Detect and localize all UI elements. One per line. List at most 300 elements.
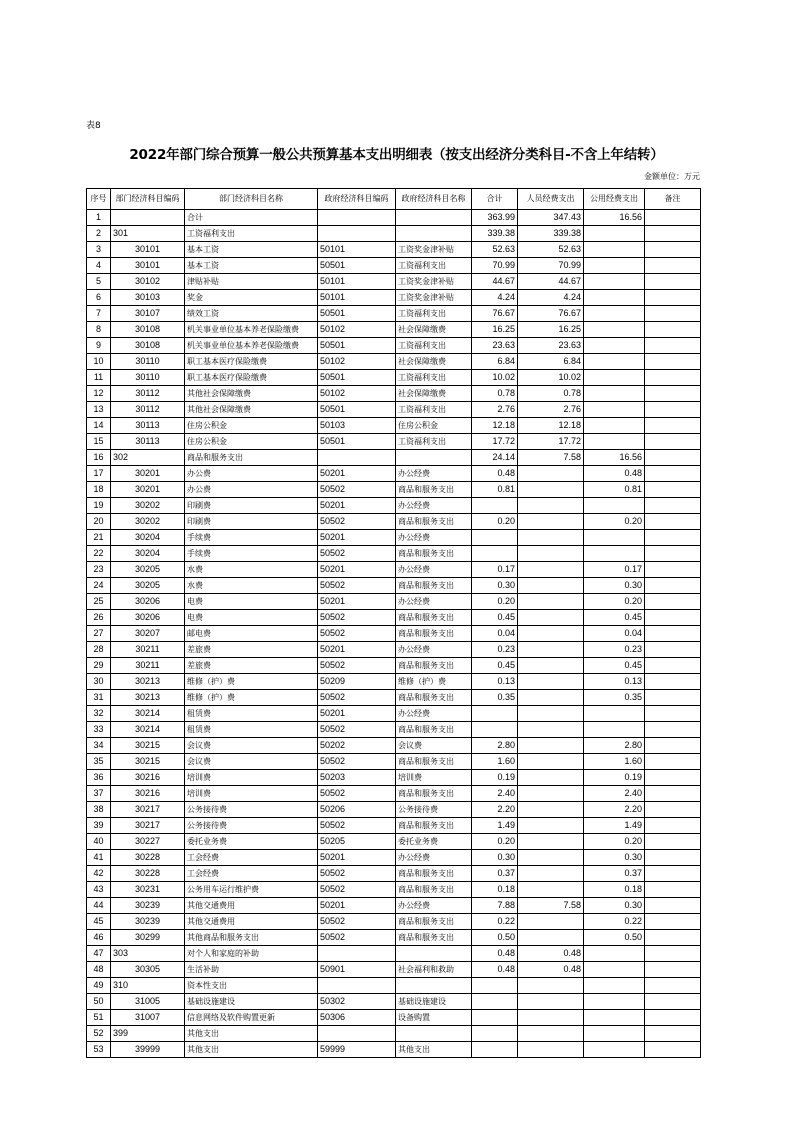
dept-code-cell: 310 <box>111 978 185 994</box>
gov-name-cell: 商品和服务支出 <box>396 658 472 674</box>
dept-name-cell: 其他支出 <box>185 1026 318 1042</box>
total-cell <box>472 498 518 514</box>
public-cell: 0.30 <box>584 850 645 866</box>
gov-code-cell: 50201 <box>318 562 396 578</box>
personnel-cell <box>518 626 584 642</box>
public-cell <box>584 434 645 450</box>
personnel-cell <box>518 706 584 722</box>
header-total: 合计 <box>472 189 518 210</box>
note-cell <box>645 978 701 994</box>
dept-code-cell: 30205 <box>111 562 185 578</box>
gov-name-cell: 办公经费 <box>396 498 472 514</box>
public-cell <box>584 226 645 242</box>
personnel-cell <box>518 690 584 706</box>
row-index: 15 <box>87 434 111 450</box>
note-cell <box>645 946 701 962</box>
gov-code-cell: 50502 <box>318 514 396 530</box>
dept-name-cell: 邮电费 <box>185 626 318 642</box>
dept-code-cell: 30211 <box>111 658 185 674</box>
gov-code-cell: 50102 <box>318 354 396 370</box>
personnel-cell <box>518 1010 584 1026</box>
note-cell <box>645 498 701 514</box>
dept-code-cell: 30101 <box>111 242 185 258</box>
dept-code-cell: 30305 <box>111 962 185 978</box>
public-cell: 0.22 <box>584 914 645 930</box>
dept-name-cell: 租赁费 <box>185 722 318 738</box>
gov-name-cell: 商品和服务支出 <box>396 610 472 626</box>
public-cell <box>584 418 645 434</box>
gov-name-cell <box>396 226 472 242</box>
dept-code-cell: 30239 <box>111 898 185 914</box>
dept-name-cell: 办公费 <box>185 466 318 482</box>
row-index: 13 <box>87 402 111 418</box>
personnel-cell <box>518 530 584 546</box>
public-cell <box>584 530 645 546</box>
dept-code-cell: 303 <box>111 946 185 962</box>
personnel-cell: 7.58 <box>518 898 584 914</box>
dept-name-cell: 商品和服务支出 <box>185 450 318 466</box>
dept-name-cell: 办公费 <box>185 482 318 498</box>
note-cell <box>645 642 701 658</box>
table-row <box>87 850 701 866</box>
note-cell <box>645 578 701 594</box>
gov-code-cell: 50502 <box>318 866 396 882</box>
note-cell <box>645 674 701 690</box>
personnel-cell: 0.78 <box>518 386 584 402</box>
gov-name-cell: 工资奖金津补贴 <box>396 242 472 258</box>
public-cell <box>584 1026 645 1042</box>
public-cell: 0.30 <box>584 578 645 594</box>
total-cell: 24.14 <box>472 450 518 466</box>
gov-name-cell: 社会保障缴费 <box>396 354 472 370</box>
note-cell <box>645 514 701 530</box>
table-row <box>87 482 701 498</box>
public-cell: 0.19 <box>584 770 645 786</box>
note-cell <box>645 690 701 706</box>
gov-name-cell: 商品和服务支出 <box>396 514 472 530</box>
note-cell <box>645 210 701 226</box>
table-row <box>87 658 701 674</box>
gov-name-cell: 办公经费 <box>396 898 472 914</box>
total-cell: 0.30 <box>472 578 518 594</box>
public-cell <box>584 242 645 258</box>
note-cell <box>645 898 701 914</box>
gov-name-cell: 社会保障缴费 <box>396 322 472 338</box>
gov-code-cell <box>318 946 396 962</box>
gov-code-cell: 50501 <box>318 434 396 450</box>
dept-name-cell: 电费 <box>185 610 318 626</box>
dept-code-cell: 30107 <box>111 306 185 322</box>
table-row <box>87 930 701 946</box>
dept-name-cell: 信息网络及软件购置更新 <box>185 1010 318 1026</box>
dept-code-cell: 30213 <box>111 690 185 706</box>
personnel-cell <box>518 674 584 690</box>
header-personnel: 人员经费支出 <box>518 189 584 210</box>
personnel-cell <box>518 770 584 786</box>
dept-name-cell: 其他社会保障缴费 <box>185 386 318 402</box>
dept-name-cell: 维修（护）费 <box>185 690 318 706</box>
gov-name-cell: 社会保障缴费 <box>396 386 472 402</box>
total-cell: 1.49 <box>472 818 518 834</box>
dept-code-cell: 399 <box>111 1026 185 1042</box>
public-cell: 0.37 <box>584 866 645 882</box>
dept-name-cell: 其他支出 <box>185 1042 318 1058</box>
total-cell: 0.45 <box>472 658 518 674</box>
table-row <box>87 578 701 594</box>
gov-name-cell: 办公经费 <box>396 562 472 578</box>
gov-code-cell: 50501 <box>318 370 396 386</box>
dept-name-cell: 差旅费 <box>185 642 318 658</box>
note-cell <box>645 530 701 546</box>
row-index: 47 <box>87 946 111 962</box>
dept-code-cell: 31005 <box>111 994 185 1010</box>
gov-name-cell: 商品和服务支出 <box>396 578 472 594</box>
dept-name-cell: 委托业务费 <box>185 834 318 850</box>
header-dept-name: 部门经济科目名称 <box>185 189 318 210</box>
row-index: 2 <box>87 226 111 242</box>
gov-code-cell: 50302 <box>318 994 396 1010</box>
total-cell: 17.72 <box>472 434 518 450</box>
dept-name-cell: 印刷费 <box>185 498 318 514</box>
personnel-cell: 16.25 <box>518 322 584 338</box>
gov-name-cell: 商品和服务支出 <box>396 818 472 834</box>
header-gov-code: 政府经济科目编码 <box>318 189 396 210</box>
note-cell <box>645 962 701 978</box>
gov-code-cell: 50502 <box>318 930 396 946</box>
gov-code-cell: 50502 <box>318 658 396 674</box>
dept-code-cell: 30202 <box>111 498 185 514</box>
gov-code-cell <box>318 978 396 994</box>
table-row <box>87 706 701 722</box>
row-index: 26 <box>87 610 111 626</box>
gov-code-cell: 50201 <box>318 642 396 658</box>
total-cell: 0.19 <box>472 770 518 786</box>
table-row <box>87 498 701 514</box>
gov-name-cell: 培训费 <box>396 770 472 786</box>
table-row <box>87 530 701 546</box>
public-cell: 16.56 <box>584 210 645 226</box>
personnel-cell: 17.72 <box>518 434 584 450</box>
dept-name-cell: 津贴补贴 <box>185 274 318 290</box>
row-index: 32 <box>87 706 111 722</box>
table-row <box>87 1042 701 1058</box>
note-cell <box>645 226 701 242</box>
table-row <box>87 642 701 658</box>
total-cell: 0.20 <box>472 834 518 850</box>
personnel-cell <box>518 994 584 1010</box>
total-cell: 339.38 <box>472 226 518 242</box>
row-index: 4 <box>87 258 111 274</box>
dept-name-cell: 对个人和家庭的补助 <box>185 946 318 962</box>
dept-name-cell: 公务用车运行维护费 <box>185 882 318 898</box>
dept-code-cell: 30108 <box>111 322 185 338</box>
total-cell: 76.67 <box>472 306 518 322</box>
table-row <box>87 210 701 226</box>
total-cell: 44.67 <box>472 274 518 290</box>
row-index: 37 <box>87 786 111 802</box>
dept-code-cell: 30227 <box>111 834 185 850</box>
row-index: 46 <box>87 930 111 946</box>
note-cell <box>645 786 701 802</box>
dept-code-cell: 39999 <box>111 1042 185 1058</box>
gov-code-cell: 50201 <box>318 706 396 722</box>
total-cell <box>472 706 518 722</box>
row-index: 36 <box>87 770 111 786</box>
personnel-cell: 52.63 <box>518 242 584 258</box>
row-index: 53 <box>87 1042 111 1058</box>
table-row <box>87 898 701 914</box>
note-cell <box>645 658 701 674</box>
personnel-cell <box>518 802 584 818</box>
row-index: 28 <box>87 642 111 658</box>
gov-name-cell: 商品和服务支出 <box>396 690 472 706</box>
total-cell: 0.23 <box>472 642 518 658</box>
note-cell <box>645 274 701 290</box>
table-row <box>87 946 701 962</box>
gov-code-cell: 59999 <box>318 1042 396 1058</box>
public-cell <box>584 962 645 978</box>
table-row <box>87 402 701 418</box>
personnel-cell: 76.67 <box>518 306 584 322</box>
header-dept-code: 部门经济科目编码 <box>111 189 185 210</box>
gov-name-cell: 商品和服务支出 <box>396 914 472 930</box>
row-index: 33 <box>87 722 111 738</box>
total-cell <box>472 530 518 546</box>
note-cell <box>645 434 701 450</box>
dept-code-cell: 30214 <box>111 706 185 722</box>
row-index: 23 <box>87 562 111 578</box>
note-cell <box>645 354 701 370</box>
dept-code-cell: 30103 <box>111 290 185 306</box>
table-row <box>87 242 701 258</box>
row-index: 50 <box>87 994 111 1010</box>
dept-code-cell: 30217 <box>111 818 185 834</box>
personnel-cell <box>518 850 584 866</box>
dept-name-cell: 租赁费 <box>185 706 318 722</box>
total-cell: 0.04 <box>472 626 518 642</box>
gov-name-cell: 工资福利支出 <box>396 258 472 274</box>
gov-code-cell: 50502 <box>318 690 396 706</box>
gov-name-cell: 住房公积金 <box>396 418 472 434</box>
personnel-cell <box>518 578 584 594</box>
dept-code-cell: 30299 <box>111 930 185 946</box>
total-cell: 0.78 <box>472 386 518 402</box>
public-cell: 0.45 <box>584 658 645 674</box>
dept-code-cell: 30216 <box>111 786 185 802</box>
gov-name-cell: 商品和服务支出 <box>396 882 472 898</box>
table-row <box>87 466 701 482</box>
table-row <box>87 370 701 386</box>
table-row <box>87 690 701 706</box>
public-cell <box>584 386 645 402</box>
note-cell <box>645 466 701 482</box>
total-cell: 2.80 <box>472 738 518 754</box>
gov-code-cell: 50501 <box>318 258 396 274</box>
row-index: 41 <box>87 850 111 866</box>
personnel-cell <box>518 738 584 754</box>
dept-code-cell: 30213 <box>111 674 185 690</box>
table-row <box>87 258 701 274</box>
note-cell <box>645 818 701 834</box>
personnel-cell: 347.43 <box>518 210 584 226</box>
row-index: 9 <box>87 338 111 354</box>
note-cell <box>645 994 701 1010</box>
gov-code-cell: 50202 <box>318 738 396 754</box>
dept-name-cell: 住房公积金 <box>185 434 318 450</box>
total-cell <box>472 546 518 562</box>
note-cell <box>645 1042 701 1058</box>
total-cell: 1.60 <box>472 754 518 770</box>
table-row <box>87 914 701 930</box>
row-index: 20 <box>87 514 111 530</box>
public-cell <box>584 402 645 418</box>
table-row <box>87 562 701 578</box>
public-cell: 0.48 <box>584 466 645 482</box>
total-cell <box>472 994 518 1010</box>
row-index: 44 <box>87 898 111 914</box>
dept-code-cell: 301 <box>111 226 185 242</box>
gov-name-cell: 维修（护）费 <box>396 674 472 690</box>
note-cell <box>645 546 701 562</box>
personnel-cell <box>518 466 584 482</box>
table-row <box>87 274 701 290</box>
table-row <box>87 754 701 770</box>
public-cell <box>584 498 645 514</box>
total-cell <box>472 722 518 738</box>
gov-name-cell <box>396 978 472 994</box>
table-row <box>87 882 701 898</box>
note-cell <box>645 1026 701 1042</box>
dept-code-cell: 30206 <box>111 610 185 626</box>
dept-code-cell: 30239 <box>111 914 185 930</box>
personnel-cell <box>518 514 584 530</box>
dept-name-cell: 差旅费 <box>185 658 318 674</box>
table-row <box>87 1010 701 1026</box>
note-cell <box>645 882 701 898</box>
note-cell <box>645 738 701 754</box>
gov-name-cell: 委托业务费 <box>396 834 472 850</box>
row-index: 42 <box>87 866 111 882</box>
gov-code-cell: 50502 <box>318 578 396 594</box>
table-body <box>87 210 701 1058</box>
table-row <box>87 226 701 242</box>
row-index: 52 <box>87 1026 111 1042</box>
header-index: 序号 <box>87 189 111 210</box>
total-cell: 52.63 <box>472 242 518 258</box>
public-cell <box>584 322 645 338</box>
dept-code-cell: 30102 <box>111 274 185 290</box>
personnel-cell <box>518 754 584 770</box>
dept-name-cell: 基本工资 <box>185 258 318 274</box>
gov-code-cell: 50502 <box>318 914 396 930</box>
table-row <box>87 738 701 754</box>
table-row <box>87 786 701 802</box>
personnel-cell <box>518 882 584 898</box>
table-row <box>87 594 701 610</box>
gov-code-cell: 50502 <box>318 626 396 642</box>
public-cell: 0.17 <box>584 562 645 578</box>
row-index: 39 <box>87 818 111 834</box>
note-cell <box>645 338 701 354</box>
dept-name-cell: 水费 <box>185 562 318 578</box>
dept-name-cell: 培训费 <box>185 786 318 802</box>
row-index: 30 <box>87 674 111 690</box>
table-row <box>87 290 701 306</box>
gov-code-cell: 50502 <box>318 818 396 834</box>
dept-code-cell: 30207 <box>111 626 185 642</box>
dept-code-cell: 30215 <box>111 754 185 770</box>
gov-code-cell: 50201 <box>318 466 396 482</box>
personnel-cell: 0.48 <box>518 946 584 962</box>
table-row <box>87 546 701 562</box>
total-cell: 0.35 <box>472 690 518 706</box>
dept-name-cell: 水费 <box>185 578 318 594</box>
note-cell <box>645 930 701 946</box>
row-index: 12 <box>87 386 111 402</box>
dept-code-cell: 302 <box>111 450 185 466</box>
personnel-cell: 70.99 <box>518 258 584 274</box>
note-cell <box>645 834 701 850</box>
total-cell: 0.22 <box>472 914 518 930</box>
personnel-cell: 7.58 <box>518 450 584 466</box>
public-cell: 2.20 <box>584 802 645 818</box>
table-row <box>87 626 701 642</box>
total-cell: 0.30 <box>472 850 518 866</box>
row-index: 6 <box>87 290 111 306</box>
row-index: 3 <box>87 242 111 258</box>
gov-name-cell <box>396 1026 472 1042</box>
total-cell: 70.99 <box>472 258 518 274</box>
table-row <box>87 1026 701 1042</box>
gov-name-cell: 商品和服务支出 <box>396 626 472 642</box>
public-cell <box>584 274 645 290</box>
row-index: 21 <box>87 530 111 546</box>
gov-name-cell: 商品和服务支出 <box>396 754 472 770</box>
dept-code-cell: 30214 <box>111 722 185 738</box>
public-cell: 0.81 <box>584 482 645 498</box>
dept-name-cell: 奖金 <box>185 290 318 306</box>
dept-name-cell: 生活补助 <box>185 962 318 978</box>
dept-name-cell: 印刷费 <box>185 514 318 530</box>
table-row <box>87 866 701 882</box>
table-row <box>87 338 701 354</box>
personnel-cell <box>518 498 584 514</box>
gov-code-cell: 50501 <box>318 402 396 418</box>
dept-code-cell: 30112 <box>111 386 185 402</box>
note-cell <box>645 850 701 866</box>
total-cell <box>472 1042 518 1058</box>
gov-code-cell: 50203 <box>318 770 396 786</box>
dept-name-cell: 合计 <box>185 210 318 226</box>
header-public: 公用经费支出 <box>584 189 645 210</box>
note-cell <box>645 306 701 322</box>
personnel-cell: 0.48 <box>518 962 584 978</box>
dept-code-cell: 30112 <box>111 402 185 418</box>
gov-name-cell: 社会福利和救助 <box>396 962 472 978</box>
public-cell <box>584 978 645 994</box>
table-row <box>87 770 701 786</box>
total-cell: 10.02 <box>472 370 518 386</box>
gov-code-cell: 50201 <box>318 594 396 610</box>
note-cell <box>645 1010 701 1026</box>
row-index: 18 <box>87 482 111 498</box>
dept-name-cell: 基本工资 <box>185 242 318 258</box>
public-cell <box>584 1042 645 1058</box>
gov-name-cell: 商品和服务支出 <box>396 786 472 802</box>
row-index: 38 <box>87 802 111 818</box>
public-cell <box>584 354 645 370</box>
dept-name-cell: 工会经费 <box>185 866 318 882</box>
